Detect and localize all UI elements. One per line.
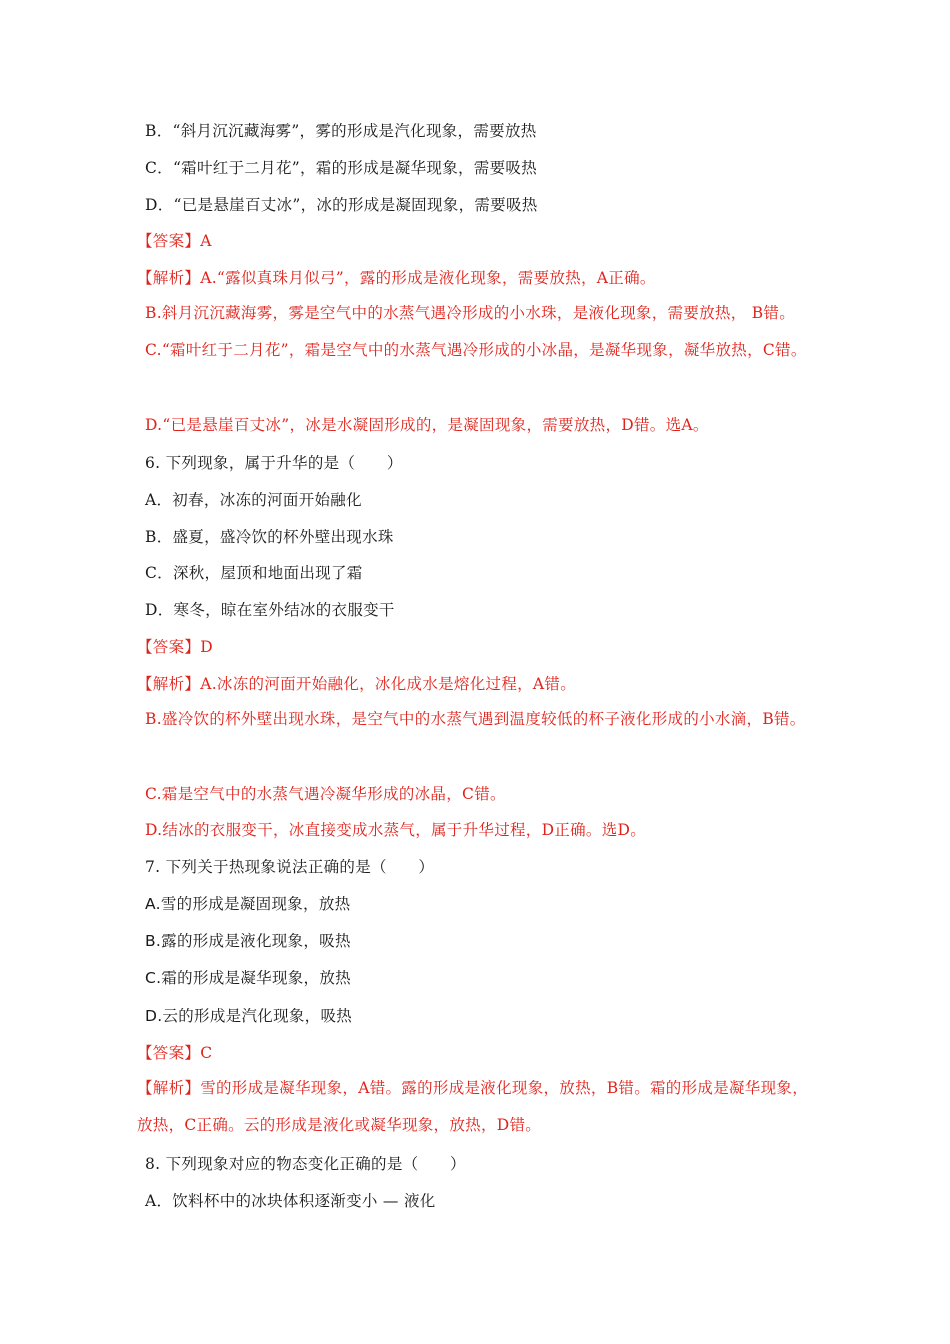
q5-analysis-2: B.斜月沉沉藏海雾，雾是空气中的水蒸气遇冷形成的小水珠，是液化现象，需要放热， B错。C.“霜叶红于二月花”，霜是空气中的水蒸气遇冷形成的小冰晶，是凝华现象，凝华放热，C错。 <box>145 304 807 359</box>
q6-analysis-2: B.盛冷饮的杯外壁出现水珠，是空气中的水蒸气遇到温度较低的杯子液化形成的小水滴，B错。 <box>145 710 806 728</box>
analysis-tag: 【解析】 <box>137 269 201 287</box>
q6-option-b: B．盛夏，盛冷饮的杯外壁出现水珠 <box>145 528 394 546</box>
answer-value: D <box>200 638 213 656</box>
q6-option-c: C．深秋，屋顶和地面出现了霜 <box>145 564 363 582</box>
q7-stem: 7. 下列关于热现象说法正确的是（ ） <box>145 858 435 876</box>
q7-option-a: A.雪的形成是凝固现象，放热 <box>145 895 351 913</box>
analysis-text: 雪的形成是凝华现象，A错。露的形成是液化现象，放热，B错。霜的形成是凝华现象，放热，C正确。云的形成是液化或凝华现象，放热，D错。 <box>137 1079 808 1134</box>
answer-tag: 【答案】 <box>137 1044 201 1062</box>
analysis-tag: 【解析】 <box>137 675 201 693</box>
analysis-text: A.冰冻的河面开始融化，冰化成水是熔化过程，A错。 <box>200 675 577 693</box>
answer-tag: 【答案】 <box>137 232 201 250</box>
q7-option-d: D.云的形成是汽化现象，吸热 <box>145 1007 353 1025</box>
q7-analysis <box>137 1070 810 1144</box>
q6-analysis-3: C.霜是空气中的水蒸气遇冷凝华形成的冰晶，C错。 <box>145 785 506 803</box>
answer-value: C <box>200 1044 213 1062</box>
q6-option-a: A．初春，冰冻的河面开始融化 <box>145 491 362 509</box>
q8-option-a: A．饮料杯中的冰块体积逐渐变小 — 液化 <box>145 1192 436 1210</box>
answer-tag: 【答案】 <box>137 638 201 656</box>
q7-option-b: B.露的形成是液化现象，吸热 <box>145 932 351 950</box>
q5-option-d: D．“已是悬崖百丈冰”，冰的形成是凝固现象，需要吸热 <box>145 196 538 214</box>
q5-answer <box>137 231 802 251</box>
q8-stem: 8. 下列现象对应的物态变化正确的是（ ） <box>145 1155 466 1173</box>
q6-answer <box>137 637 802 657</box>
q6-option-d: D．寒冬，晾在室外结冰的衣服变干 <box>145 601 395 619</box>
answer-value: A <box>200 232 212 250</box>
q7-option-c: C.霜的形成是凝华现象，放热 <box>145 969 351 987</box>
analysis-text: A.“露似真珠月似弓”，露的形成是液化现象，需要放热，A正确。 <box>200 269 656 287</box>
q5-option-b: B．“斜月沉沉藏海雾”，雾的形成是汽化现象，需要放热 <box>145 122 537 140</box>
q5-option-c: C．“霜叶红于二月花”，霜的形成是凝华现象，需要吸热 <box>145 159 538 177</box>
q5-analysis-3: D.“已是悬崖百丈冰”，冰是水凝固形成的，是凝固现象，需要放热，D错。选A。 <box>145 416 709 434</box>
q6-stem: 6. 下列现象，属于升华的是（ ） <box>145 454 403 472</box>
analysis-tag: 【解析】 <box>137 1079 201 1097</box>
q6-analysis-1 <box>137 674 802 694</box>
q6-analysis-4: D.结冰的衣服变干，冰直接变成水蒸气，属于升华过程，D正确。选D。 <box>145 821 647 839</box>
q7-answer <box>137 1043 802 1063</box>
q5-analysis-1 <box>137 268 802 288</box>
